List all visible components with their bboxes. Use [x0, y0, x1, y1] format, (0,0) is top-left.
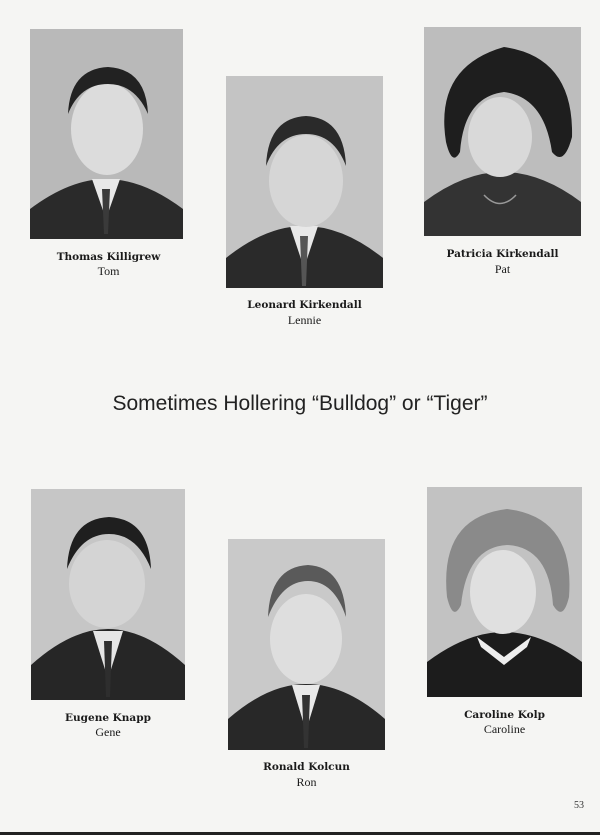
portrait-photo	[226, 76, 383, 288]
page-headline: Sometimes Hollering “Bulldog” or “Tiger”	[112, 392, 488, 415]
student-nickname: Lennie	[287, 313, 322, 327]
student-name: Leonard Kirkendall	[247, 299, 362, 311]
student-nickname: Caroline	[483, 722, 526, 736]
student-name: Eugene Knapp	[65, 712, 151, 724]
student-nickname: Gene	[95, 725, 121, 739]
page-number: 53	[574, 800, 584, 811]
portrait-photo	[30, 29, 183, 239]
student-nickname: Ron	[296, 775, 317, 789]
student-nickname: Pat	[494, 262, 511, 276]
student-nickname: Tom	[97, 264, 120, 278]
student-name: Patricia Kirkendall	[446, 248, 559, 260]
student-name: Thomas Killigrew	[56, 251, 161, 263]
portrait-photo	[31, 489, 185, 700]
portrait-photo	[424, 27, 581, 236]
portrait-photo	[228, 539, 385, 750]
student-name: Caroline Kolp	[464, 709, 545, 721]
portrait-photo	[427, 487, 582, 697]
student-name: Ronald Kolcun	[263, 761, 350, 773]
